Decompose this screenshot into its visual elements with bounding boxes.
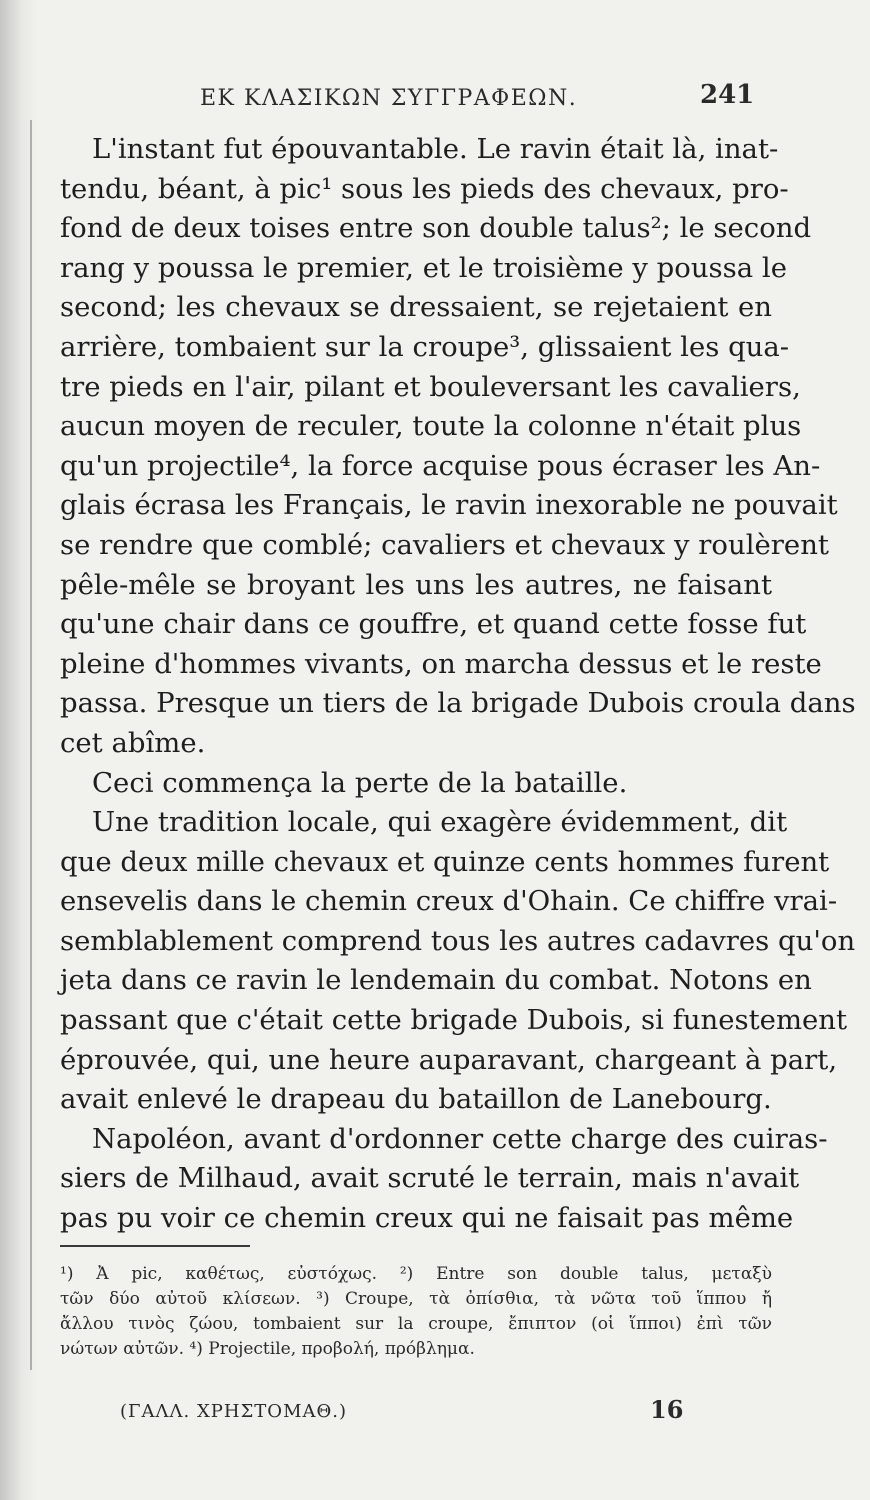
text-line: L'instant fut épouvantable. Le ravin était là, inat- <box>92 133 779 165</box>
text-line: ensevelis dans le chemin creux d'Ohain. Ce chiffre vrai- <box>60 885 838 918</box>
text-line: fond de deux toises entre son double talus²; le second <box>60 212 812 245</box>
text-line: pleine d'hommes vivants, on marcha dessus et le reste <box>60 647 822 680</box>
sheet-number: 16 <box>650 1395 684 1424</box>
text-line: pas pu voir ce chemin creux qui ne faisait pas même <box>60 1202 794 1235</box>
footnote-line: ἄλλου τινὸς ζώου, tombaient sur la croupe, ἔπιπτον (οἱ ἵπποι) ἐπὶ τῶν <box>60 1314 772 1334</box>
text-line: arrière, tombaient sur la croupe³, glissaient les qua- <box>60 330 790 363</box>
signature-line <box>0 1395 870 1425</box>
text-line: qu'un projectile⁴, la force acquise pous écraser les An- <box>60 449 821 482</box>
text-line: qu'une chair dans ce gouffre, et quand cette fosse fut <box>60 608 807 641</box>
footnote-line: τῶν δύο αὐτοῦ κλίσεων. ³) Croupe, τὰ ὀπίσθια, τὰ νῶτα τοῦ ἵππου ἤ <box>60 1289 772 1309</box>
page-number: 241 <box>700 80 755 110</box>
printer-signature: (ΓΑΛΛ. ΧΡΗΣΤΟΜΑΘ.) <box>120 1401 347 1422</box>
text-line: pêle-mêle se broyant les uns les autres, ne faisant <box>60 568 772 601</box>
text-line: passa. Presque un tiers de la brigade Dubois croula dans <box>60 687 856 720</box>
text-line: passant que c'était cette brigade Dubois, si funestement <box>60 1004 848 1037</box>
text-line: second; les chevaux se dressaient, se rejetaient en <box>60 291 772 324</box>
text-line: cet abîme. <box>60 726 206 759</box>
footnote-rule <box>60 1245 250 1247</box>
text-line: glais écrasa les Français, le ravin inexorable ne pouvait <box>60 489 838 522</box>
text-line: que deux mille chevaux et quinze cents hommes furent <box>60 845 830 878</box>
text-line: avait enlevé le drapeau du bataillon de Lanebourg. <box>60 1083 772 1116</box>
text-line: aucun moyen de reculer, toute la colonne n'était plus <box>60 410 802 443</box>
running-title: ΕΚ ΚΛΑΣΙΚΩΝ ΣΥΓΓΡΑΦΕΩΝ. <box>200 86 578 111</box>
text-line: rang y poussa le premier, et le troisième y poussa le <box>60 251 787 284</box>
paragraph <box>60 764 772 804</box>
binding-gutter <box>30 120 32 1370</box>
text-line: éprouvée, qui, une heure auparavant, chargeant à part, <box>60 1043 838 1076</box>
text-line: Ceci commença la perte de la bataille. <box>92 766 628 799</box>
text-line: se rendre que comblé; cavaliers et chevaux y roulèrent <box>60 528 829 561</box>
footnote-line: νώτων αὐτῶν. ⁴) Projectile, προβολή, πρόβλημα. <box>60 1339 475 1359</box>
running-head <box>0 78 870 118</box>
text-line: Napoléon, avant d'ordonner cette charge des cuiras- <box>92 1122 828 1155</box>
text-line: jeta dans ce ravin le lendemain du combat. Notons en <box>60 964 812 997</box>
paragraph <box>60 1120 828 1239</box>
footnote-line: ¹) Ἀ pic, καθέτως, εὐστόχως. ²) Entre son double talus, μεταξὺ <box>60 1264 772 1284</box>
paragraph <box>60 803 856 1120</box>
text-line: siers de Milhaud, avait scruté le terrain, mais n'avait <box>60 1162 800 1195</box>
paragraph <box>60 130 856 764</box>
text-line: tendu, béant, à pic¹ sous les pieds des chevaux, pro- <box>60 172 789 205</box>
footnotes <box>60 1262 772 1362</box>
text-line: semblablement comprend tous les autres cadavres qu'on <box>60 924 856 957</box>
text-line: Une tradition locale, qui exagère évidemment, dit <box>92 806 788 839</box>
body-text <box>60 130 856 1239</box>
text-line: tre pieds en l'air, pilant et bouleversant les cavaliers, <box>60 370 801 403</box>
